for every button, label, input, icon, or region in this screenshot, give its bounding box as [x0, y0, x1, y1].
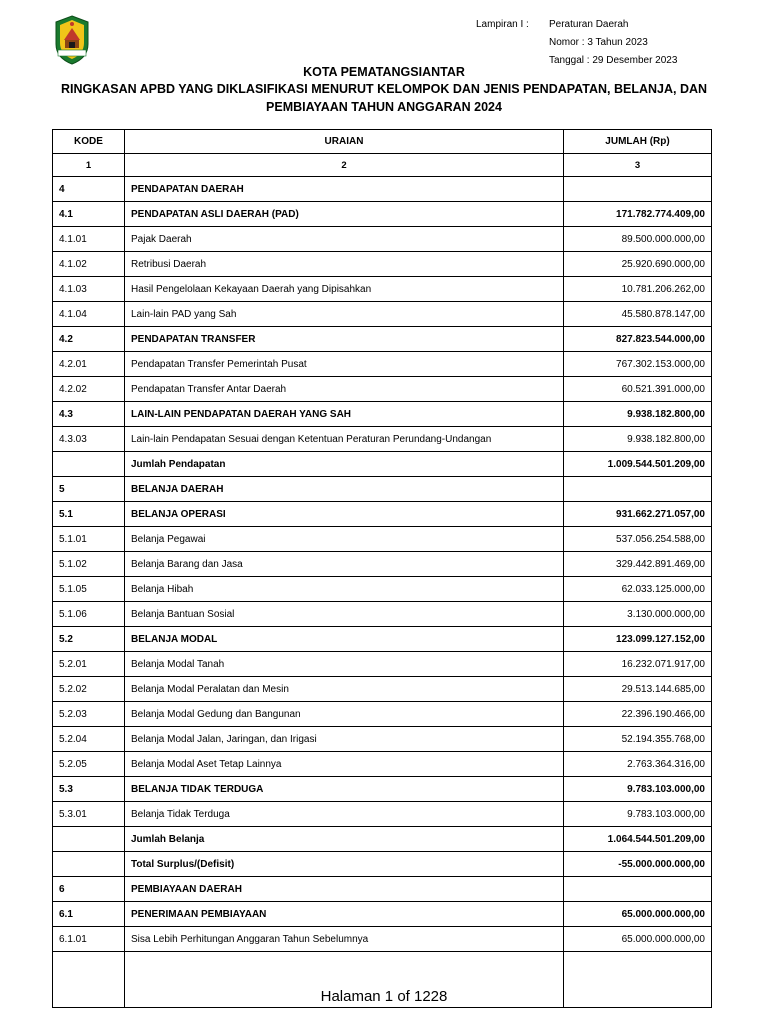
cell-uraian: Belanja Modal Peralatan dan Mesin [125, 677, 564, 702]
cell-jumlah: 60.521.391.000,00 [564, 377, 712, 402]
cell-uraian: PENDAPATAN TRANSFER [125, 327, 564, 352]
table-row [53, 727, 712, 752]
cell-jumlah: 2.763.364.316,00 [564, 752, 712, 777]
cell-kode: 4.1 [53, 202, 125, 227]
cell-uraian: Belanja Pegawai [125, 527, 564, 552]
cell-jumlah: 537.056.254.588,00 [564, 527, 712, 552]
cell-kode: 5.1.05 [53, 577, 125, 602]
title-line-1: KOTA PEMATANGSIANTAR [303, 65, 465, 79]
table-row [53, 602, 712, 627]
cell-kode: 4.3 [53, 402, 125, 427]
table-body [53, 177, 712, 1008]
cell-uraian: Belanja Barang dan Jasa [125, 552, 564, 577]
cell-kode: 6.1.01 [53, 927, 125, 952]
cell-kode: 6 [53, 877, 125, 902]
cell-uraian: Belanja Bantuan Sosial [125, 602, 564, 627]
table-row [53, 277, 712, 302]
cell-kode: 5.1 [53, 502, 125, 527]
table-row [53, 227, 712, 252]
table-row [53, 702, 712, 727]
table-row [53, 627, 712, 652]
lampiran-label: Lampiran I : [476, 19, 529, 30]
col-number-2: 2 [125, 154, 564, 177]
cell-uraian: Jumlah Pendapatan [125, 452, 564, 477]
table-row [53, 302, 712, 327]
cell-kode: 5.1.02 [53, 552, 125, 577]
cell-kode: 5.2.04 [53, 727, 125, 752]
cell-uraian: Belanja Modal Aset Tetap Lainnya [125, 752, 564, 777]
cell-jumlah: 16.232.071.917,00 [564, 652, 712, 677]
cell-uraian: PEMBIAYAAN DAERAH [125, 877, 564, 902]
table-row [53, 852, 712, 877]
lampiran-line-2: Nomor : 3 Tahun 2023 [549, 37, 648, 48]
cell-uraian: Hasil Pengelolaan Kekayaan Daerah yang Dipisahkan [125, 277, 564, 302]
cell-uraian: Belanja Tidak Terduga [125, 802, 564, 827]
table-row [53, 902, 712, 927]
cell-jumlah: 9.938.182.800,00 [564, 402, 712, 427]
cell-uraian: BELANJA DAERAH [125, 477, 564, 502]
table-row [53, 752, 712, 777]
cell-uraian: PENDAPATAN ASLI DAERAH (PAD) [125, 202, 564, 227]
cell-uraian: PENDAPATAN DAERAH [125, 177, 564, 202]
table-row [53, 652, 712, 677]
cell-uraian: Pendapatan Transfer Antar Daerah [125, 377, 564, 402]
cell-jumlah: 123.099.127.152,00 [564, 627, 712, 652]
cell-jumlah: 1.064.544.501.209,00 [564, 827, 712, 852]
cell-jumlah: 767.302.153.000,00 [564, 352, 712, 377]
cell-uraian: Lain-lain Pendapatan Sesuai dengan Ketentuan Peraturan Perundang-Undangan [125, 427, 564, 452]
cell-uraian: Pajak Daerah [125, 227, 564, 252]
cell-uraian: LAIN-LAIN PENDAPATAN DAERAH YANG SAH [125, 402, 564, 427]
document-title [0, 64, 768, 116]
table-row [53, 502, 712, 527]
cell-kode: 4.1.04 [53, 302, 125, 327]
cell-kode: 6.1 [53, 902, 125, 927]
cell-uraian: BELANJA MODAL [125, 627, 564, 652]
table-row [53, 777, 712, 802]
table-row [53, 877, 712, 902]
cell-jumlah: 9.783.103.000,00 [564, 802, 712, 827]
table-row [53, 827, 712, 852]
cell-jumlah: 29.513.144.685,00 [564, 677, 712, 702]
cell-kode: 5 [53, 477, 125, 502]
cell-kode: 5.3.01 [53, 802, 125, 827]
cell-kode: 5.1.06 [53, 602, 125, 627]
cell-uraian: BELANJA TIDAK TERDUGA [125, 777, 564, 802]
table-row [53, 527, 712, 552]
cell-kode: 4.2 [53, 327, 125, 352]
table-row [53, 452, 712, 477]
cell-kode: 4.3.03 [53, 427, 125, 452]
table-row [53, 427, 712, 452]
cell-uraian: Sisa Lebih Perhitungan Anggaran Tahun Sebelumnya [125, 927, 564, 952]
cell-kode [53, 852, 125, 877]
cell-kode: 5.2.02 [53, 677, 125, 702]
cell-kode: 5.2 [53, 627, 125, 652]
table-row [53, 252, 712, 277]
title-line-2: RINGKASAN APBD YANG DIKLASIFIKASI MENURUT KELOMPOK DAN JENIS PENDAPATAN, BELANJA, DAN PEMBIAYAAN TAHUN ANGGARAN 2024 [60, 82, 708, 114]
cell-jumlah: 9.938.182.800,00 [564, 427, 712, 452]
cell-jumlah: 25.920.690.000,00 [564, 252, 712, 277]
cell-uraian: Belanja Modal Jalan, Jaringan, dan Irigasi [125, 727, 564, 752]
cell-kode: 4 [53, 177, 125, 202]
cell-jumlah [564, 477, 712, 502]
cell-jumlah: 171.782.774.409,00 [564, 202, 712, 227]
table-number-row [53, 154, 712, 177]
cell-uraian: Belanja Hibah [125, 577, 564, 602]
cell-uraian: Lain-lain PAD yang Sah [125, 302, 564, 327]
cell-uraian: Jumlah Belanja [125, 827, 564, 852]
cell-jumlah: -55.000.000.000,00 [564, 852, 712, 877]
city-seal-icon [52, 14, 92, 66]
cell-jumlah: 22.396.190.466,00 [564, 702, 712, 727]
cell-kode: 4.2.01 [53, 352, 125, 377]
apbd-summary-table [52, 129, 712, 1008]
table-row [53, 577, 712, 602]
col-number-1: 1 [53, 154, 125, 177]
cell-kode: 4.1.03 [53, 277, 125, 302]
col-number-3: 3 [564, 154, 712, 177]
cell-kode: 5.3 [53, 777, 125, 802]
cell-kode: 5.2.01 [53, 652, 125, 677]
cell-jumlah: 329.442.891.469,00 [564, 552, 712, 577]
cell-uraian: Belanja Modal Gedung dan Bangunan [125, 702, 564, 727]
cell-uraian: Total Surplus/(Defisit) [125, 852, 564, 877]
cell-jumlah: 827.823.544.000,00 [564, 327, 712, 352]
cell-uraian: PENERIMAAN PEMBIAYAAN [125, 902, 564, 927]
cell-jumlah: 3.130.000.000,00 [564, 602, 712, 627]
table-row [53, 177, 712, 202]
cell-kode: 4.1.01 [53, 227, 125, 252]
cell-kode: 5.2.03 [53, 702, 125, 727]
cell-jumlah: 62.033.125.000,00 [564, 577, 712, 602]
cell-jumlah [564, 177, 712, 202]
cell-jumlah: 10.781.206.262,00 [564, 277, 712, 302]
table-row [53, 202, 712, 227]
cell-jumlah: 89.500.000.000,00 [564, 227, 712, 252]
cell-kode: 5.2.05 [53, 752, 125, 777]
table-row [53, 927, 712, 952]
cell-jumlah: 1.009.544.501.209,00 [564, 452, 712, 477]
table-header-row [53, 130, 712, 154]
cell-kode: 4.2.02 [53, 377, 125, 402]
cell-kode [53, 452, 125, 477]
header-jumlah: JUMLAH (Rp) [564, 130, 712, 154]
cell-kode: 5.1.01 [53, 527, 125, 552]
table-row [53, 402, 712, 427]
table-row [53, 802, 712, 827]
lampiran-line-3: Tanggal : 29 Desember 2023 [549, 55, 678, 66]
table-row [53, 477, 712, 502]
header-uraian: URAIAN [125, 130, 564, 154]
header-kode: KODE [53, 130, 125, 154]
cell-jumlah: 9.783.103.000,00 [564, 777, 712, 802]
cell-jumlah [564, 877, 712, 902]
page-number: Halaman 1 of 1228 [320, 988, 448, 1005]
cell-uraian: Belanja Modal Tanah [125, 652, 564, 677]
cell-kode [53, 827, 125, 852]
lampiran-line-1: Peraturan Daerah [549, 19, 629, 30]
table-row [53, 352, 712, 377]
cell-uraian: Retribusi Daerah [125, 252, 564, 277]
cell-uraian: Pendapatan Transfer Pemerintah Pusat [125, 352, 564, 377]
table-row [53, 327, 712, 352]
cell-jumlah: 52.194.355.768,00 [564, 727, 712, 752]
cell-uraian: BELANJA OPERASI [125, 502, 564, 527]
cell-jumlah: 931.662.271.057,00 [564, 502, 712, 527]
cell-jumlah: 65.000.000.000,00 [564, 927, 712, 952]
table-row [53, 377, 712, 402]
table-row [53, 552, 712, 577]
cell-jumlah: 65.000.000.000,00 [564, 902, 712, 927]
cell-jumlah: 45.580.878.147,00 [564, 302, 712, 327]
cell-kode: 4.1.02 [53, 252, 125, 277]
table-row [53, 677, 712, 702]
